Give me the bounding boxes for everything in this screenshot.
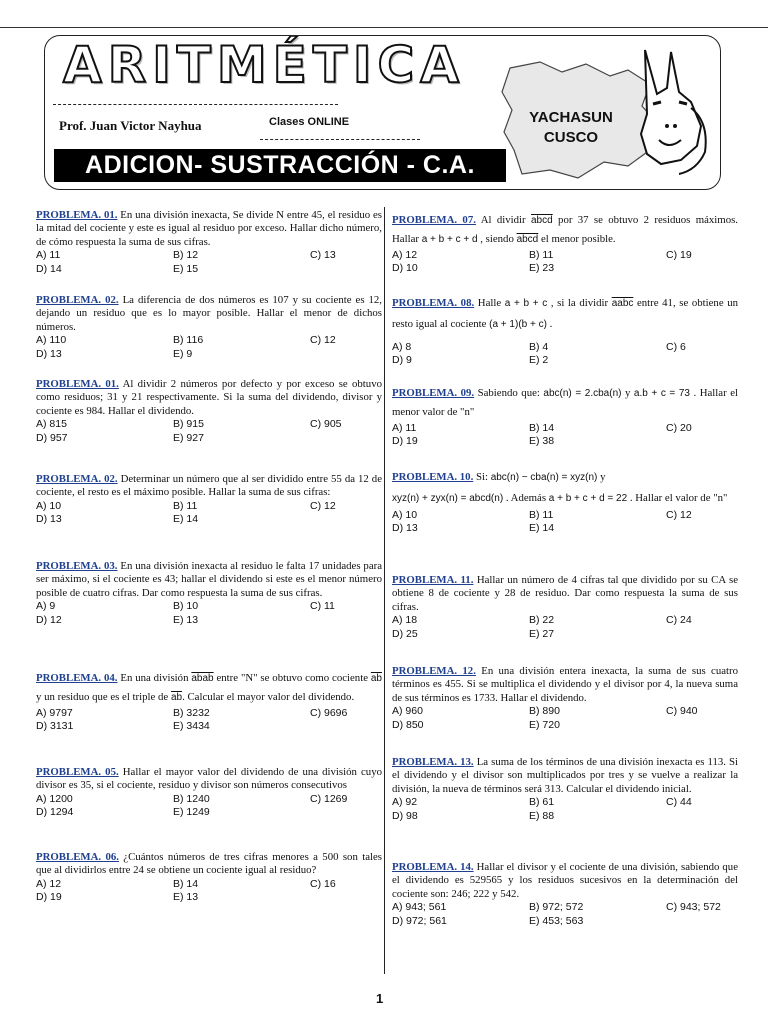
options xyxy=(392,796,738,823)
problem-text: En una división inexacta al residuo le falta 17 unidades para ser máximo, si el cociente es 43; hallar el dividendo si este es el menor número posible de cuatro cifras. Dar como respuesta la suma de sus cifras. xyxy=(36,560,382,599)
option: C) 12 xyxy=(310,334,336,347)
problem-block xyxy=(36,669,382,734)
option: A) 11 xyxy=(36,249,61,262)
option: D) 98 xyxy=(392,809,418,822)
option: E) 2 xyxy=(529,354,549,367)
professor-name: Prof. Juan Victor Nayhua xyxy=(59,118,202,133)
top-rule xyxy=(0,27,768,28)
topic-banner: ADICION- SUSTRACCIÓN - C.A. xyxy=(54,149,506,182)
option: E) 14 xyxy=(529,522,555,535)
problem-text: . Calcular el mayor valor del dividendo. xyxy=(182,691,355,703)
clases-label: Clases ONLINE xyxy=(269,116,350,128)
problem-text: y xyxy=(597,471,606,483)
problem-block xyxy=(36,560,382,627)
option: E) 13 xyxy=(173,613,199,626)
options xyxy=(36,249,382,276)
math-expression: xyz(n) + zyx(n) = abcd(n) xyxy=(392,493,504,504)
page-number: 1 xyxy=(376,991,384,1006)
problem-text: La diferencia de dos números es 107 y su cociente es 12, dejando un residuo que es lo mayor posible. Hallar el menor de dichos números. xyxy=(36,294,383,333)
option: A) 960 xyxy=(392,705,423,718)
option: A) 10 xyxy=(36,499,62,512)
problem-block xyxy=(36,473,382,527)
options xyxy=(392,249,738,276)
problem-block xyxy=(392,756,738,823)
math-expression: abcd xyxy=(516,234,539,245)
option: A) 11 xyxy=(392,422,417,434)
option: D) 12 xyxy=(36,613,62,626)
problem-label: PROBLEMA. 14. xyxy=(392,861,474,873)
problem-label: PROBLEMA. 12. xyxy=(392,665,476,677)
option: C) 943; 572 xyxy=(666,901,721,914)
option: A) 815 xyxy=(36,418,67,431)
place-label xyxy=(515,108,627,148)
option: A) 943; 561 xyxy=(392,901,447,914)
options xyxy=(36,418,382,445)
problem-text: Halle xyxy=(474,297,505,309)
option: B) 22 xyxy=(529,614,555,627)
math-expression: $\overline{ab}$ xyxy=(370,673,382,684)
options xyxy=(36,334,382,361)
option: A) 110 xyxy=(36,334,67,347)
option: D) 14 xyxy=(36,262,62,275)
math-expression: aabc xyxy=(611,298,634,309)
option: E) 14 xyxy=(173,513,199,526)
problem-label: PROBLEMA. 03. xyxy=(36,560,118,572)
problem-label: PROBLEMA. 07. xyxy=(392,214,476,226)
option: C) 19 xyxy=(666,249,692,261)
problem-label: PROBLEMA. 02. xyxy=(36,294,119,306)
problem-text: entre "N" se obtuvo como cociente xyxy=(213,672,371,684)
option: C) 9696 xyxy=(310,707,348,719)
option: A) 9 xyxy=(36,600,56,613)
problem-text: En una división entera inexacta, la suma de sus cuatro términos es 455. Si se multiplica el dividendo y el divisor por 4, la nueva suma de sus términos es 1733. Hallar el dividendo. xyxy=(392,665,738,704)
option: E) 1249 xyxy=(173,806,210,819)
option: E) 23 xyxy=(529,262,555,275)
options xyxy=(36,878,382,905)
problem-block xyxy=(392,665,738,732)
option: D) 9 xyxy=(392,354,412,367)
option: E) 88 xyxy=(529,809,555,822)
option: B) 915 xyxy=(173,418,204,431)
option: B) 11 xyxy=(529,509,554,521)
option: C) 24 xyxy=(666,614,692,627)
problem-label: PROBLEMA. 01. xyxy=(36,378,119,390)
problem-label: PROBLEMA. 01. xyxy=(36,209,118,221)
llama-logo-icon xyxy=(631,42,721,182)
options xyxy=(36,600,382,627)
header-box xyxy=(44,35,721,190)
problem-label: PROBLEMA. 04. xyxy=(36,672,118,684)
option: B) 61 xyxy=(529,796,555,809)
option: B) 3232 xyxy=(173,707,210,719)
option: C) 13 xyxy=(310,249,336,262)
option: A) 9797 xyxy=(36,707,73,719)
problem-text: el menor posible. xyxy=(538,233,616,245)
option: E) 453; 563 xyxy=(529,914,584,927)
math-expression: $\overline{ab}$ xyxy=(170,692,183,703)
column-divider xyxy=(384,207,385,974)
problem-block xyxy=(392,211,738,276)
option: D) 1294 xyxy=(36,806,74,819)
problem-text: Hallar un número de 4 cifras tal que dividido por su CA se obtiene 8 de cociente y 28 de residuo. Dar como respuesta la suma de sus cifras. xyxy=(392,574,738,613)
option: B) 14 xyxy=(173,877,199,890)
option: D) 10 xyxy=(392,262,418,275)
option: B) 1240 xyxy=(173,792,210,805)
problem-block xyxy=(392,467,738,536)
divider xyxy=(260,139,420,140)
option: E) 3434 xyxy=(173,720,210,733)
option: E) 38 xyxy=(529,435,555,448)
option: B) 972; 572 xyxy=(529,901,584,914)
problem-text: En una división xyxy=(117,672,192,684)
problem-text: y un residuo que es el triple de xyxy=(36,691,171,703)
problem-text: por 37 se obtuvo 2 residuos máximos. Hallar xyxy=(392,214,739,245)
option: A) 10 xyxy=(392,509,418,521)
option: B) 11 xyxy=(173,499,198,512)
option: B) 14 xyxy=(529,422,555,434)
problem-text: Determinar un número que al ser dividido entre 55 da 12 de cociente, el resto es el máximo posible. Hallar la suma de sus cifras: xyxy=(36,473,382,499)
math-expression: (a + 1)(b + c) xyxy=(489,319,547,330)
option: C) 16 xyxy=(310,877,336,890)
problem-block xyxy=(36,294,382,361)
problem-text: entre 41, se obtiene un resto igual al cociente xyxy=(392,297,739,330)
math-expression: a.b + c = 73 xyxy=(633,388,690,399)
option: B) 11 xyxy=(529,249,554,261)
problem-label: PROBLEMA. 08. xyxy=(392,297,475,309)
problem-block xyxy=(36,766,382,820)
option: A) 92 xyxy=(392,796,418,809)
option: D) 957 xyxy=(36,431,68,444)
option: B) 10 xyxy=(173,600,199,613)
option: D) 850 xyxy=(392,718,424,731)
option: B) 116 xyxy=(173,334,204,347)
problem-text: En una división inexacta, Se divide N entre 45, el residuo es la mitad del cociente y este es igual al residuo por exceso. Hallar dicho número, de cómo respuesta la suma de sus cifras. xyxy=(36,209,382,248)
option: A) 12 xyxy=(36,877,62,890)
problem-text: y xyxy=(621,387,634,399)
math-expression: abc(n) − cba(n) = xyz(n) xyxy=(490,472,598,483)
option: C) 940 xyxy=(666,705,698,718)
option: B) 890 xyxy=(529,705,560,718)
problem-text: , siendo xyxy=(477,233,517,245)
option: B) 4 xyxy=(529,341,549,353)
option: A) 12 xyxy=(392,249,418,261)
place-line-1: YACHASUN xyxy=(529,109,613,126)
page-title: ARITMÉTICA xyxy=(63,36,465,94)
option: C) 20 xyxy=(666,422,692,434)
problem-label: PROBLEMA. 11. xyxy=(392,574,474,586)
math-expression: a + b + c xyxy=(504,298,548,309)
options xyxy=(392,614,738,641)
problem-block xyxy=(392,384,738,449)
math-expression: abc(n) = 2.cba(n) xyxy=(543,388,622,399)
option: D) 13 xyxy=(392,522,418,535)
option: E) 13 xyxy=(173,891,199,904)
option: D) 13 xyxy=(36,347,62,360)
option: C) 44 xyxy=(666,796,692,809)
option: D) 3131 xyxy=(36,720,74,733)
option: C) 11 xyxy=(310,600,335,613)
problem-text: . Además xyxy=(503,492,549,504)
options xyxy=(36,793,382,820)
problem-text: Hallar el divisor y el cociente de una división, sabiendo que el dividendo es 529565 y los residuos sucesivos en la determinación del cociente son: 246; 222 y 542. xyxy=(392,861,738,900)
problem-label: PROBLEMA. 13. xyxy=(392,756,474,768)
problem-text: , si la dividir xyxy=(547,297,612,309)
problem-text: Sabiendo que: xyxy=(474,387,544,399)
option: C) 12 xyxy=(666,509,692,521)
problem-label: PROBLEMA. 09. xyxy=(392,387,475,399)
problem-text: ¿Cuántos números de tres cifras menores a 500 son tales que al dividirlos entre 24 se obtiene un cociente igual al residuo? xyxy=(36,851,382,877)
problem-text: . Hallar el menor valor de "n" xyxy=(392,387,738,418)
option: A) 18 xyxy=(392,614,418,627)
problem-block xyxy=(392,293,738,368)
problem-block xyxy=(392,574,738,641)
problem-block xyxy=(36,209,382,276)
option: C) 12 xyxy=(310,499,336,512)
math-expression: a + b + c + d xyxy=(421,234,478,245)
option: E) 27 xyxy=(529,627,555,640)
problem-label: PROBLEMA. 10. xyxy=(392,471,474,483)
option: E) 9 xyxy=(173,347,193,360)
options xyxy=(36,500,382,527)
options xyxy=(392,509,738,536)
problem-text: Si: xyxy=(473,471,491,483)
problem-text: . Hallar el valor de "n" xyxy=(627,492,728,504)
option: D) 19 xyxy=(392,435,418,448)
problem-text: Al dividir xyxy=(475,214,531,226)
options xyxy=(392,705,738,732)
math-expression: a + b + c + d = 22 xyxy=(548,493,628,504)
option: D) 25 xyxy=(392,627,418,640)
option: E) 927 xyxy=(173,431,204,444)
problem-label: PROBLEMA. 05. xyxy=(36,766,119,778)
problem-block xyxy=(36,378,382,445)
math-expression: abab xyxy=(191,673,214,684)
problem-text: La suma de los términos de una división inexacta es 113. Si el dividendo y el divisor son multiplicados por tres y se vuelve a realizar la división, la nueva de términos será 313. Calcular el dividendo inicial. xyxy=(392,756,738,795)
option: A) 8 xyxy=(392,341,412,353)
place-line-2: CUSCO xyxy=(543,129,599,146)
option: E) 15 xyxy=(173,262,199,275)
math-expression: abcd xyxy=(531,215,553,226)
option: C) 1269 xyxy=(310,792,348,805)
problem-label: PROBLEMA. 06. xyxy=(36,851,119,863)
options xyxy=(36,707,382,734)
problem-text: Hallar el mayor valor del dividendo de una división cuyo divisor es 35, si el cociente, residuo y divisor son números consecutivos xyxy=(36,766,382,792)
options xyxy=(392,901,738,928)
option: A) 1200 xyxy=(36,792,73,805)
options xyxy=(392,341,738,368)
option: C) 6 xyxy=(666,341,686,353)
option: D) 972; 561 xyxy=(392,914,447,927)
problem-text: Al dividir 2 números por defecto y por exceso se obtuvo como residuos; 31 y 21 respectivamente. Si la suma del dividendo, divisor y cociente es 984. Hallar el dividendo. xyxy=(36,378,382,417)
problem-label: PROBLEMA. 02. xyxy=(36,473,118,485)
option: C) 905 xyxy=(310,418,342,431)
option: D) 13 xyxy=(36,513,62,526)
option: E) 720 xyxy=(529,718,560,731)
options xyxy=(392,422,738,449)
divider xyxy=(53,104,338,105)
option: D) 19 xyxy=(36,891,62,904)
problem-block xyxy=(36,851,382,905)
problem-block xyxy=(392,861,738,928)
option: B) 12 xyxy=(173,249,199,262)
problem-text: . xyxy=(546,318,553,330)
